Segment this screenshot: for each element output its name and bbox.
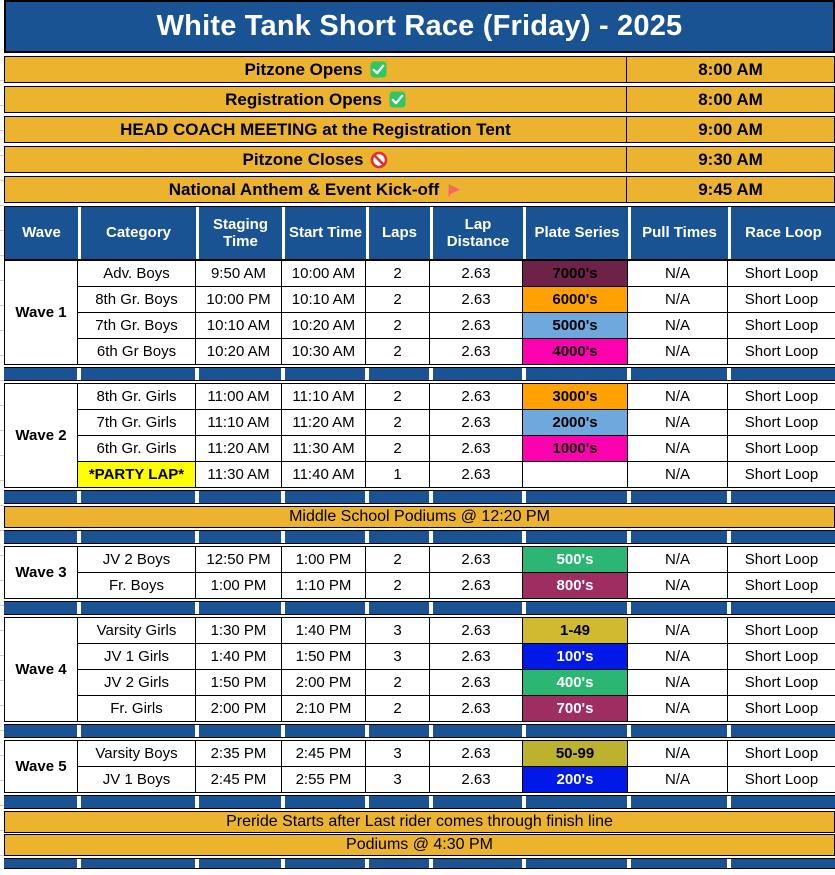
race-loop-cell: Short Loop — [728, 741, 835, 767]
separator-band-segment — [195, 796, 281, 808]
laps-cell: 2 — [366, 410, 430, 436]
table-row — [5, 313, 835, 339]
staging-time-cell: 1:30 PM — [196, 618, 282, 644]
category-cell: 8th Gr. Girls — [78, 384, 196, 410]
separator-band-segment — [522, 531, 627, 543]
pull-times-cell: N/A — [628, 644, 728, 670]
race-loop-cell: Short Loop — [728, 462, 835, 488]
start-time-cell: 10:10 AM — [282, 287, 366, 313]
race-loop-cell: Short Loop — [728, 339, 835, 365]
separator-band-segment — [522, 602, 627, 614]
plate-series-cell: 200's — [523, 767, 628, 793]
info-row-label-cell — [5, 87, 627, 112]
lap-distance-cell: 2.63 — [430, 313, 523, 339]
laps-cell: 3 — [366, 767, 430, 793]
category-cell: 7th Gr. Boys — [78, 313, 196, 339]
race-loop-cell: Short Loop — [728, 384, 835, 410]
table-row — [5, 670, 835, 696]
info-row-label: Pitzone Opens — [244, 59, 363, 79]
separator-band-segment — [281, 368, 365, 380]
staging-time-cell: 10:10 AM — [196, 313, 282, 339]
separator-band — [4, 530, 835, 544]
start-time-cell: 2:00 PM — [282, 670, 366, 696]
lap-distance-cell: 2.63 — [430, 384, 523, 410]
category-cell: JV 1 Girls — [78, 644, 196, 670]
table-row — [5, 547, 835, 573]
info-row-label-cell — [5, 57, 627, 82]
column-header-race-loop: Race Loop — [728, 207, 835, 259]
wave-label-cell: Wave 2 — [5, 384, 78, 488]
category-cell: Varsity Boys — [78, 741, 196, 767]
category-cell: Varsity Girls — [78, 618, 196, 644]
plate-series-cell: 1-49 — [523, 618, 628, 644]
lap-distance-cell: 2.63 — [430, 261, 523, 287]
category-cell: Adv. Boys — [78, 261, 196, 287]
pull-times-cell: N/A — [628, 462, 728, 488]
table-body — [4, 260, 835, 869]
wave-table — [4, 260, 835, 365]
lap-distance-cell: 2.63 — [430, 547, 523, 573]
pull-times-cell: N/A — [628, 547, 728, 573]
separator-band-segment — [627, 796, 727, 808]
separator-band-segment — [4, 368, 77, 380]
wave-table — [4, 546, 835, 599]
page-title: White Tank Short Race (Friday) - 2025 — [4, 0, 835, 53]
plate-series-cell: 7000's — [523, 261, 628, 287]
start-time-cell: 2:45 PM — [282, 741, 366, 767]
table-row — [5, 339, 835, 365]
laps-cell: 2 — [366, 261, 430, 287]
pull-times-cell: N/A — [628, 436, 728, 462]
flag-icon — [446, 182, 462, 198]
plate-series-cell — [523, 462, 628, 488]
separator-band-segment — [281, 725, 365, 737]
separator-band-segment — [727, 491, 835, 503]
info-row-label: National Anthem & Event Kick-off — [168, 179, 440, 199]
pull-times-cell: N/A — [628, 767, 728, 793]
staging-time-cell: 11:30 AM — [196, 462, 282, 488]
column-header-category: Category — [78, 207, 196, 259]
race-loop-cell: Short Loop — [728, 410, 835, 436]
table-row — [5, 573, 835, 599]
laps-cell: 2 — [366, 384, 430, 410]
table-row — [5, 462, 835, 488]
separator-band-segment — [429, 368, 522, 380]
table-row — [5, 644, 835, 670]
column-header-plate-series: Plate Series — [523, 207, 628, 259]
pull-times-cell: N/A — [628, 670, 728, 696]
laps-cell: 2 — [366, 547, 430, 573]
column-header-pull-times: Pull Times — [628, 207, 728, 259]
start-time-cell: 2:10 PM — [282, 696, 366, 722]
wave-label-cell: Wave 4 — [5, 618, 78, 722]
separator-band-segment — [727, 602, 835, 614]
gridline-rail — [0, 56, 4, 871]
table-row — [5, 767, 835, 793]
staging-time-cell: 9:50 AM — [196, 261, 282, 287]
wave-label-cell: Wave 5 — [5, 741, 78, 793]
separator-band-segment — [195, 491, 281, 503]
plate-series-cell: 400's — [523, 670, 628, 696]
laps-cell: 2 — [366, 436, 430, 462]
category-cell: JV 2 Girls — [78, 670, 196, 696]
table-row — [5, 384, 835, 410]
plate-series-cell: 6000's — [523, 287, 628, 313]
plate-series-cell: 4000's — [523, 339, 628, 365]
separator-band-segment — [4, 859, 77, 868]
laps-cell: 2 — [366, 696, 430, 722]
separator-band-segment — [627, 531, 727, 543]
table-row — [5, 261, 835, 287]
separator-band-segment — [429, 725, 522, 737]
separator-band-segment — [77, 859, 195, 868]
category-cell: 8th Gr. Boys — [78, 287, 196, 313]
staging-time-cell: 1:50 PM — [196, 670, 282, 696]
table-row — [5, 287, 835, 313]
race-loop-cell: Short Loop — [728, 573, 835, 599]
separator-band-segment — [281, 859, 365, 868]
start-time-cell: 11:30 AM — [282, 436, 366, 462]
laps-cell: 2 — [366, 573, 430, 599]
staging-time-cell: 11:20 AM — [196, 436, 282, 462]
table-row — [5, 696, 835, 722]
info-row-time: 8:00 AM — [698, 89, 763, 109]
start-time-cell: 10:20 AM — [282, 313, 366, 339]
lap-distance-cell: 2.63 — [430, 573, 523, 599]
separator-band-segment — [77, 796, 195, 808]
start-time-cell: 10:00 AM — [282, 261, 366, 287]
laps-cell: 2 — [366, 313, 430, 339]
separator-band-segment — [522, 491, 627, 503]
separator-band-segment — [4, 796, 77, 808]
separator-band-segment — [727, 368, 835, 380]
category-cell: 7th Gr. Girls — [78, 410, 196, 436]
lap-distance-cell: 2.63 — [430, 410, 523, 436]
race-loop-cell: Short Loop — [728, 287, 835, 313]
staging-time-cell: 2:35 PM — [196, 741, 282, 767]
info-row-label: HEAD COACH MEETING at the Registration Tent — [120, 119, 511, 139]
lap-distance-cell: 2.63 — [430, 670, 523, 696]
plate-series-cell: 800's — [523, 573, 628, 599]
plate-series-cell: 100's — [523, 644, 628, 670]
staging-time-cell: 1:40 PM — [196, 644, 282, 670]
plate-series-cell: 700's — [523, 696, 628, 722]
separator-band-segment — [429, 796, 522, 808]
pull-times-cell: N/A — [628, 573, 728, 599]
separator-band-segment — [77, 725, 195, 737]
separator-band-segment — [727, 796, 835, 808]
staging-time-cell: 10:00 PM — [196, 287, 282, 313]
separator-band-segment — [727, 725, 835, 737]
lap-distance-cell: 2.63 — [430, 767, 523, 793]
separator-band-segment — [195, 725, 281, 737]
separator-band-segment — [281, 602, 365, 614]
wave-label-cell: Wave 1 — [5, 261, 78, 365]
separator-band-segment — [281, 491, 365, 503]
lap-distance-cell: 2.63 — [430, 618, 523, 644]
staging-time-cell: 10:20 AM — [196, 339, 282, 365]
laps-cell: 3 — [366, 618, 430, 644]
lap-distance-cell: 2.63 — [430, 696, 523, 722]
separator-band-segment — [429, 531, 522, 543]
category-cell: Fr. Boys — [78, 573, 196, 599]
table-row — [5, 410, 835, 436]
info-row — [4, 56, 835, 83]
separator-band-segment — [365, 725, 429, 737]
info-row-label-cell — [5, 117, 627, 142]
separator-band-segment — [522, 796, 627, 808]
laps-cell: 1 — [366, 462, 430, 488]
separator-band-segment — [727, 531, 835, 543]
separator-band-segment — [522, 368, 627, 380]
table-row — [5, 618, 835, 644]
race-loop-cell: Short Loop — [728, 644, 835, 670]
check-icon — [370, 61, 387, 78]
event-info-section — [4, 56, 835, 203]
info-row — [4, 116, 835, 143]
pull-times-cell: N/A — [628, 261, 728, 287]
separator-band-segment — [627, 602, 727, 614]
separator-band-segment — [77, 531, 195, 543]
separator-band-segment — [365, 368, 429, 380]
info-row — [4, 176, 835, 203]
lap-distance-cell: 2.63 — [430, 287, 523, 313]
laps-cell: 3 — [366, 741, 430, 767]
separator-band-segment — [429, 602, 522, 614]
separator-band-segment — [522, 859, 627, 868]
separator-band-segment — [627, 725, 727, 737]
lap-distance-cell: 2.63 — [430, 741, 523, 767]
separator-band-segment — [195, 368, 281, 380]
pull-times-cell: N/A — [628, 741, 728, 767]
start-time-cell: 1:40 PM — [282, 618, 366, 644]
start-time-cell: 10:30 AM — [282, 339, 366, 365]
start-time-cell: 1:50 PM — [282, 644, 366, 670]
laps-cell: 2 — [366, 670, 430, 696]
table-row — [5, 741, 835, 767]
column-header-staging-time: Staging Time — [196, 207, 282, 259]
separator-band-segment — [77, 368, 195, 380]
info-row-label-cell — [5, 147, 627, 172]
separator-band-segment — [429, 859, 522, 868]
category-cell: JV 1 Boys — [78, 767, 196, 793]
pull-times-cell: N/A — [628, 410, 728, 436]
separator-band-segment — [281, 796, 365, 808]
category-cell: JV 2 Boys — [78, 547, 196, 573]
start-time-cell: 11:10 AM — [282, 384, 366, 410]
staging-time-cell: 2:00 PM — [196, 696, 282, 722]
plate-series-cell: 3000's — [523, 384, 628, 410]
column-header-laps: Laps — [366, 207, 430, 259]
laps-cell: 3 — [366, 644, 430, 670]
race-loop-cell: Short Loop — [728, 696, 835, 722]
separator-band-segment — [195, 602, 281, 614]
pull-times-cell: N/A — [628, 339, 728, 365]
separator-band-segment — [522, 725, 627, 737]
start-time-cell: 11:20 AM — [282, 410, 366, 436]
table-row — [5, 436, 835, 462]
separator-band-segment — [195, 531, 281, 543]
info-row-time: 9:00 AM — [698, 119, 763, 139]
laps-cell: 2 — [366, 339, 430, 365]
race-loop-cell: Short Loop — [728, 547, 835, 573]
lap-distance-cell: 2.63 — [430, 644, 523, 670]
info-row-time: 9:45 AM — [698, 179, 763, 199]
separator-band-segment — [195, 859, 281, 868]
wave-table — [4, 383, 835, 488]
separator-band — [4, 367, 835, 381]
race-loop-cell: Short Loop — [728, 436, 835, 462]
info-row-label-cell — [5, 177, 627, 202]
check-icon — [389, 91, 406, 108]
separator-band — [4, 858, 835, 869]
start-time-cell: 1:00 PM — [282, 547, 366, 573]
start-time-cell: 11:40 AM — [282, 462, 366, 488]
race-loop-cell: Short Loop — [728, 261, 835, 287]
separator-band-segment — [281, 531, 365, 543]
staging-time-cell: 11:00 AM — [196, 384, 282, 410]
separator-band-segment — [365, 796, 429, 808]
separator-band-segment — [77, 491, 195, 503]
pull-times-cell: N/A — [628, 384, 728, 410]
column-header-start-time: Start Time — [282, 207, 366, 259]
separator-band — [4, 490, 835, 504]
race-loop-cell: Short Loop — [728, 670, 835, 696]
staging-time-cell: 12:50 PM — [196, 547, 282, 573]
category-cell: 6th Gr. Girls — [78, 436, 196, 462]
info-row-time: 8:00 AM — [698, 59, 763, 79]
separator-band — [4, 601, 835, 615]
separator-band-segment — [365, 491, 429, 503]
separator-band-segment — [365, 602, 429, 614]
separator-band-segment — [627, 859, 727, 868]
pull-times-cell: N/A — [628, 313, 728, 339]
staging-time-cell: 2:45 PM — [196, 767, 282, 793]
wave-table — [4, 617, 835, 722]
category-cell: 6th Gr Boys — [78, 339, 196, 365]
plate-series-cell: 2000's — [523, 410, 628, 436]
plate-series-cell: 50-99 — [523, 741, 628, 767]
separator-band — [4, 795, 835, 809]
separator-band-segment — [727, 859, 835, 868]
separator-band-segment — [77, 602, 195, 614]
laps-cell: 2 — [366, 287, 430, 313]
plate-series-cell: 1000's — [523, 436, 628, 462]
middle-school-podiums-banner: Middle School Podiums @ 12:20 PM — [4, 506, 835, 528]
no-entry-icon — [370, 151, 388, 169]
info-row — [4, 86, 835, 113]
lap-distance-cell: 2.63 — [430, 436, 523, 462]
wave-table — [4, 740, 835, 793]
race-loop-cell: Short Loop — [728, 313, 835, 339]
separator-band-segment — [365, 859, 429, 868]
separator-band-segment — [627, 491, 727, 503]
separator-band-segment — [4, 491, 77, 503]
info-row-time: 9:30 AM — [698, 149, 763, 169]
plate-series-cell: 5000's — [523, 313, 628, 339]
start-time-cell: 1:10 PM — [282, 573, 366, 599]
separator-band-segment — [4, 531, 77, 543]
separator-band-segment — [365, 531, 429, 543]
category-cell: *PARTY LAP* — [78, 462, 196, 488]
category-cell: Fr. Girls — [78, 696, 196, 722]
column-header-lap-distance: Lap Distance — [430, 207, 523, 259]
plate-series-cell: 500's — [523, 547, 628, 573]
info-row-label: Pitzone Closes — [242, 149, 364, 169]
pull-times-cell: N/A — [628, 618, 728, 644]
podiums-banner: Podiums @ 4:30 PM — [4, 834, 835, 856]
race-loop-cell: Short Loop — [728, 767, 835, 793]
staging-time-cell: 1:00 PM — [196, 573, 282, 599]
separator-band-segment — [4, 725, 77, 737]
separator-band-segment — [627, 368, 727, 380]
wave-label-cell: Wave 3 — [5, 547, 78, 599]
preride-banner: Preride Starts after Last rider comes through finish line — [4, 811, 835, 833]
table-header-row — [4, 206, 835, 260]
separator-band — [4, 724, 835, 738]
info-row — [4, 146, 835, 173]
pull-times-cell: N/A — [628, 696, 728, 722]
pull-times-cell: N/A — [628, 287, 728, 313]
separator-band-segment — [429, 491, 522, 503]
lap-distance-cell: 2.63 — [430, 462, 523, 488]
column-header-wave: Wave — [5, 207, 78, 259]
separator-band-segment — [4, 602, 77, 614]
staging-time-cell: 11:10 AM — [196, 410, 282, 436]
lap-distance-cell: 2.63 — [430, 339, 523, 365]
race-loop-cell: Short Loop — [728, 618, 835, 644]
start-time-cell: 2:55 PM — [282, 767, 366, 793]
info-row-label: Registration Opens — [225, 89, 382, 109]
